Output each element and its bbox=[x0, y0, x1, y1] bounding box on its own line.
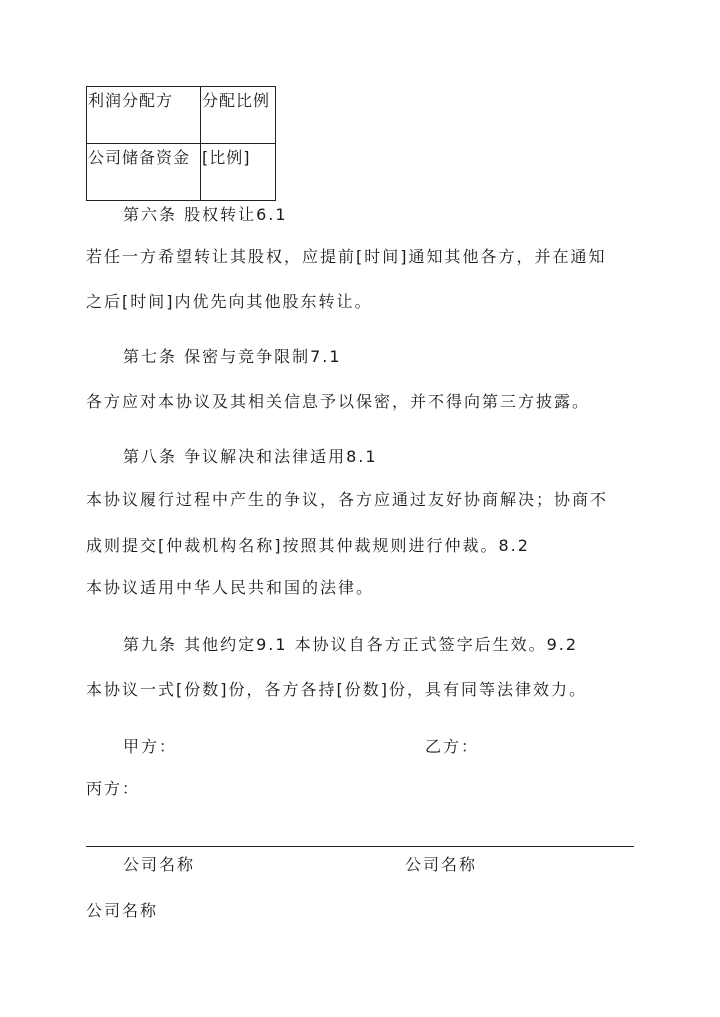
article-8-text-line: 本协议履行过程中产生的争议，各方应通过友好协商解决；协商不 bbox=[86, 490, 609, 509]
article-9-heading: 第九条 其他约定9.1 本协议自各方正式签字后生效。9.2 bbox=[123, 635, 579, 654]
company-a-name: 公司名称 bbox=[123, 855, 196, 874]
table-row bbox=[87, 87, 276, 144]
article-8-text-line: 成则提交[仲裁机构名称]按照其仲裁规则进行仲裁。8.2 bbox=[86, 536, 530, 555]
article-6-heading: 第六条 股权转让6.1 bbox=[123, 205, 288, 224]
table-row bbox=[87, 144, 276, 201]
table-cell: [比例] bbox=[201, 144, 276, 201]
article-6-text-line: 若任一方希望转让其股权，应提前[时间]通知其他各方，并在通知 bbox=[86, 247, 607, 266]
party-a-label: 甲方： bbox=[123, 737, 178, 756]
article-6-text-line: 之后[时间]内优先向其他股东转让。 bbox=[86, 292, 373, 311]
article-9-text-line: 本协议一式[份数]份，各方各持[份数]份，具有同等法律效力。 bbox=[86, 680, 587, 699]
article-8-heading: 第八条 争议解决和法律适用8.1 bbox=[123, 447, 378, 466]
table-cell: 分配比例 bbox=[201, 87, 276, 144]
table-cell: 公司储备资金 bbox=[87, 144, 201, 201]
signature-divider bbox=[86, 846, 634, 847]
party-c-label: 丙方： bbox=[86, 779, 141, 798]
company-b-name: 公司名称 bbox=[405, 855, 478, 874]
company-c-name: 公司名称 bbox=[86, 901, 159, 920]
table-cell: 利润分配方 bbox=[87, 87, 201, 144]
party-b-label: 乙方： bbox=[425, 737, 480, 756]
article-8-text-line: 本协议适用中华人民共和国的法律。 bbox=[86, 578, 375, 597]
profit-distribution-table bbox=[86, 86, 276, 201]
article-7-text-line: 各方应对本协议及其相关信息予以保密，并不得向第三方披露。 bbox=[86, 392, 591, 411]
article-7-heading: 第七条 保密与竞争限制7.1 bbox=[123, 347, 342, 366]
